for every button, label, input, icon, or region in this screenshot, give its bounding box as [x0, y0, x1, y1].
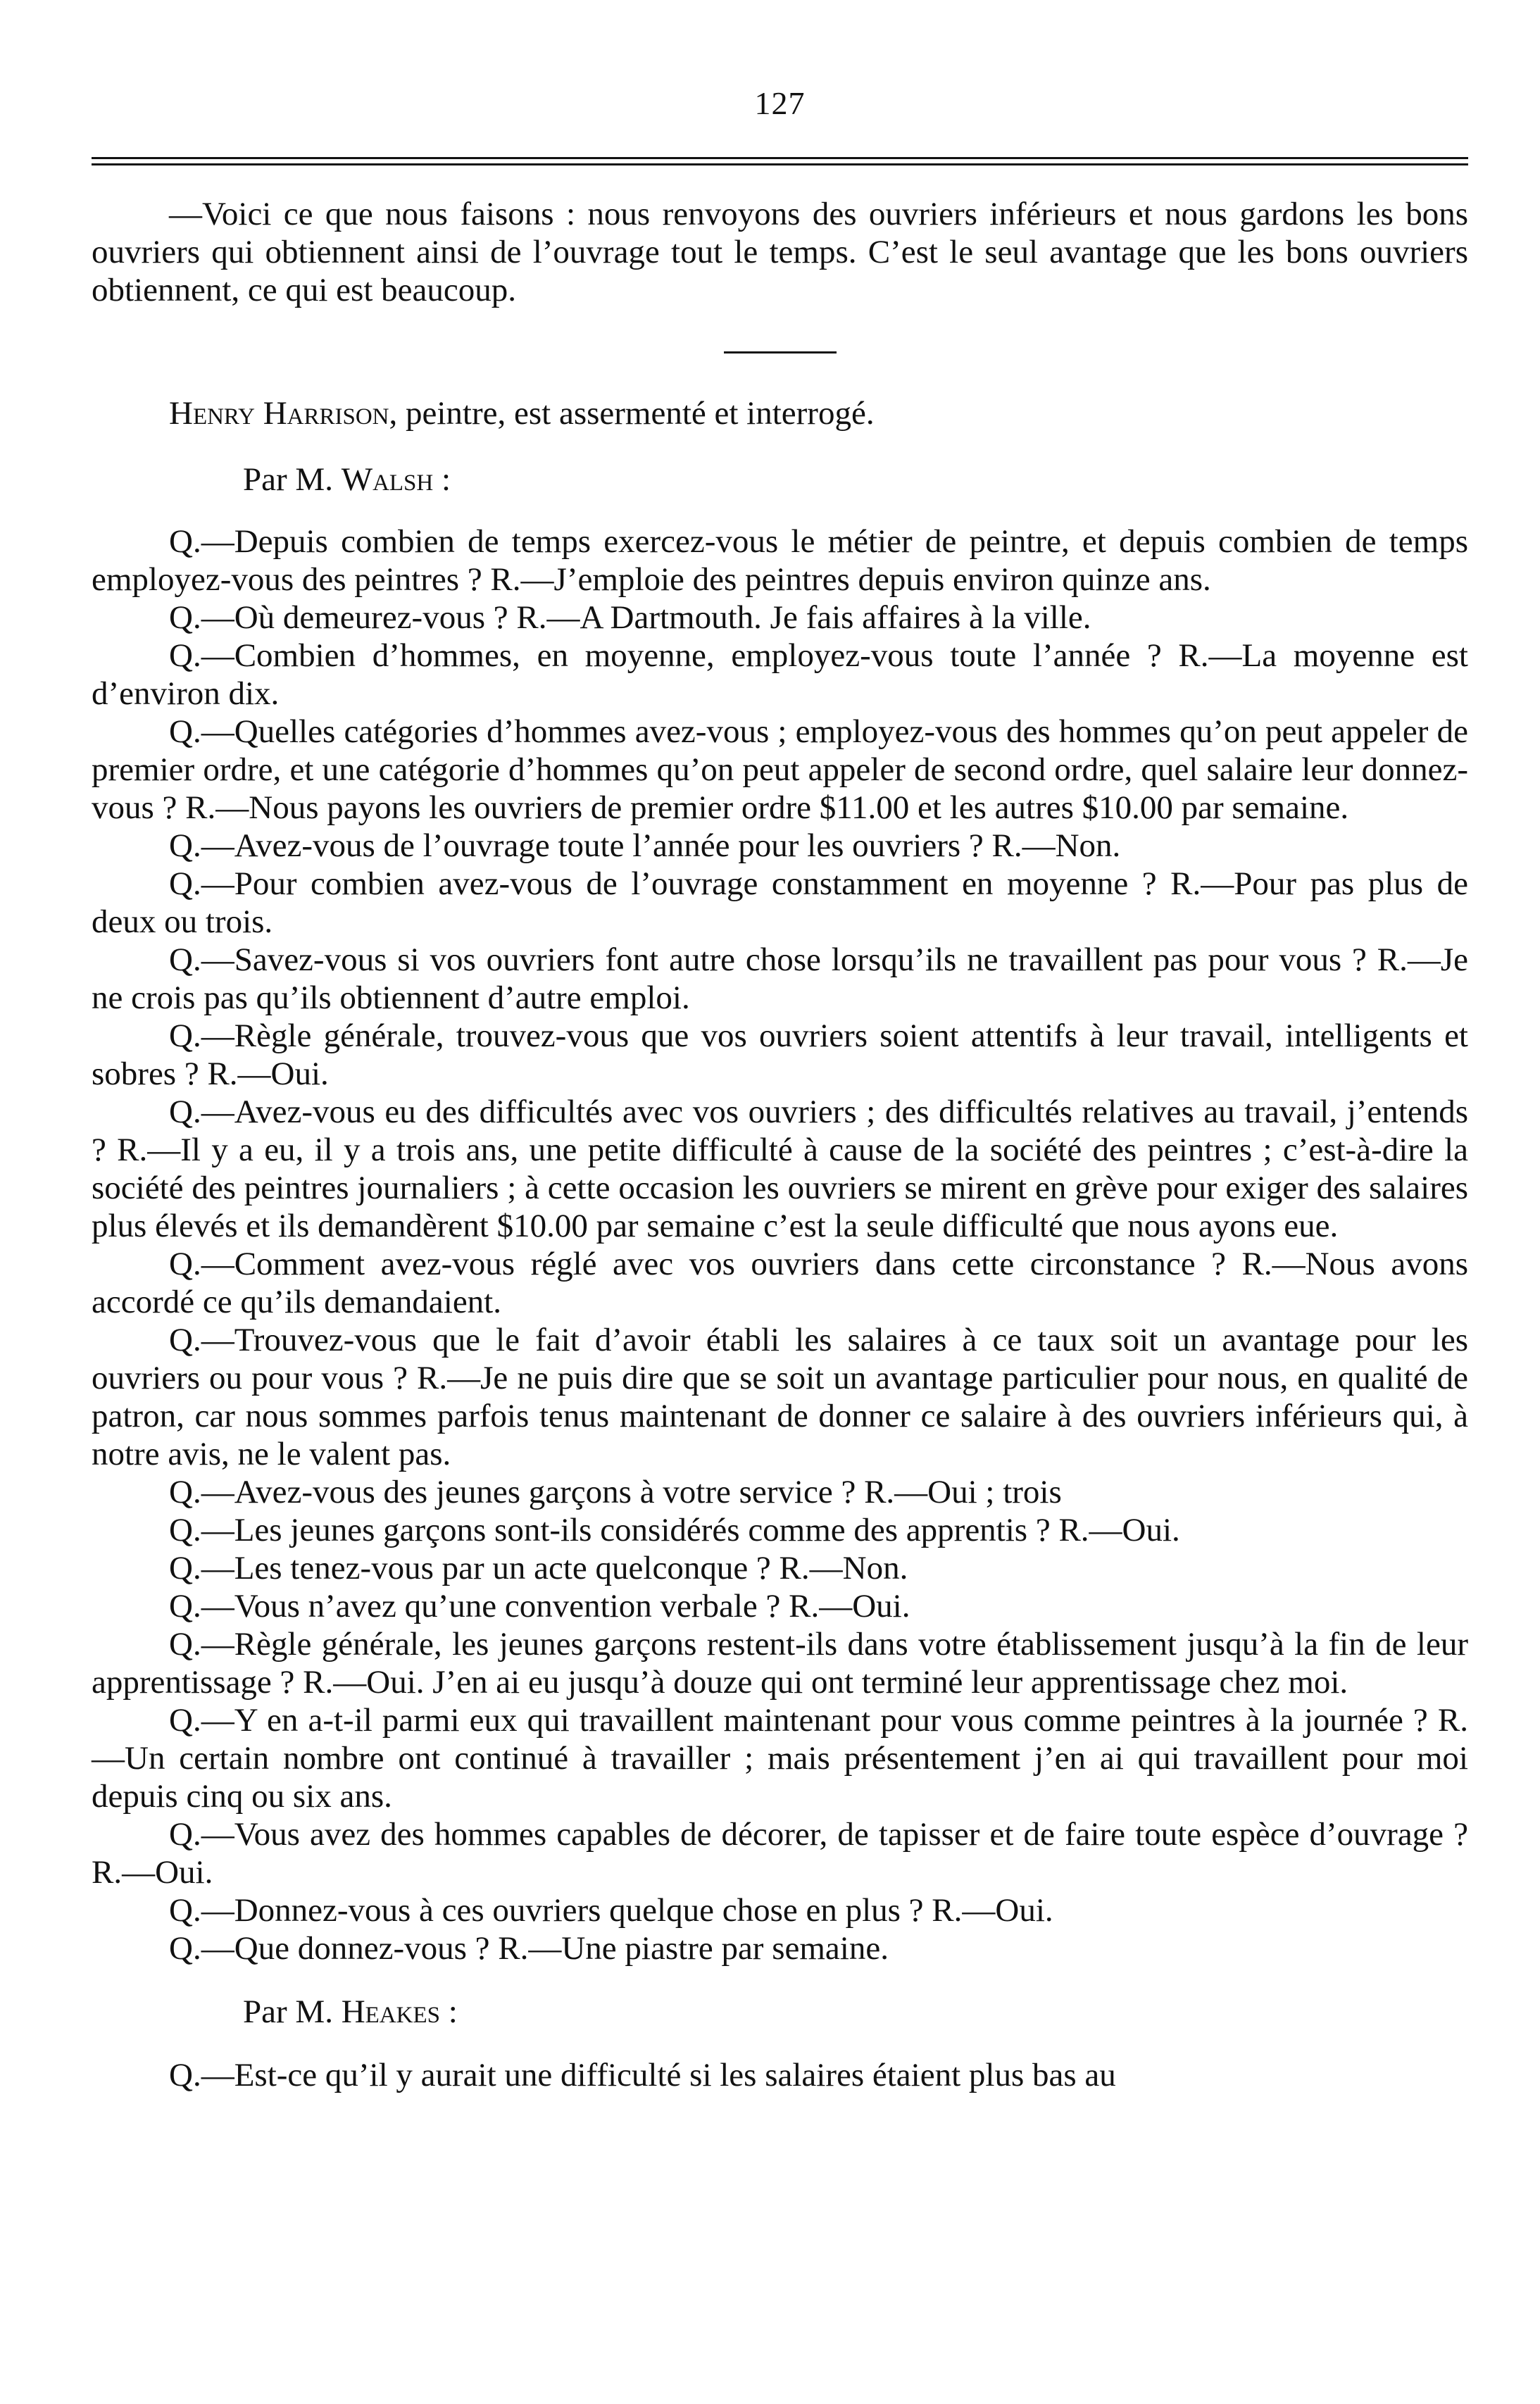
- exchange-paragraph: Q.—Quelles catégories d’hommes avez-vous ; employez-vous des hommes qu’on peut appeler de premier ordre, et une catégorie d’hommes qu’on peut appeler de second ordre, quel salaire leur donnez-vous ? R.—Nous payons les ouvriers de premier ordre $11.00 et les autres $10.00 par semaine.: [92, 713, 1468, 826]
- exchange-paragraph: Q.—Vous avez des hommes capables de décorer, de tapisser et de faire toute espèce d’ouvrage ? R.—Oui.: [92, 1816, 1468, 1891]
- exchange-paragraph: Q.—Pour combien avez-vous de l’ouvrage constamment en moyenne ? R.—Pour pas plus de deux ou trois.: [92, 865, 1468, 940]
- examiner-suffix: :: [439, 1993, 458, 2030]
- exchange-paragraph: Q.—Y en a-t-il parmi eux qui travaillent maintenant pour vous comme peintres à la journée ? R.—Un certain nombre ont continué à travailler ; mais présentement j’en ai qui travaillent pour moi depuis cinq ou six ans.: [92, 1702, 1468, 1815]
- document-page: [92, 84, 1468, 2094]
- opening-paragraph: —Voici ce que nous faisons : nous renvoyons des ouvriers inférieurs et nous gardons les bons ouvriers qui obtiennent ainsi de l’ouvrage tout le temps. C’est le seul avantage que les bons ouvriers obtiennent, ce qui est beaucoup.: [92, 196, 1468, 308]
- exchange-paragraph: Q.—Depuis combien de temps exercez-vous le métier de peintre, et depuis combien de temps employez-vous des peintres ? R.—J’emploie des peintres depuis environ quinze ans.: [92, 523, 1468, 598]
- examiner-label: Par M.: [243, 1993, 342, 2030]
- exchange-paragraph: Q.—Avez-vous des jeunes garçons à votre service ? R.—Oui ; trois: [169, 1474, 1062, 1510]
- exchange-paragraph: Q.—Comment avez-vous réglé avec vos ouvriers dans cette circonstance ? R.—Nous avons accordé ce qu’ils demandaient.: [92, 1246, 1468, 1320]
- exchange-paragraph: Q.—Règle générale, trouvez-vous que vos ouvriers soient attentifs à leur travail, intelligents et sobres ? R.—Oui.: [92, 1018, 1468, 1092]
- exchange-paragraph: Q.—Les jeunes garçons sont-ils considérés comme des apprentis ? R.—Oui.: [169, 1512, 1180, 1548]
- exchange-paragraph: Q.—Les tenez-vous par un acte quelconque ? R.—Non.: [169, 1550, 908, 1586]
- page-number: 127: [754, 85, 806, 121]
- exchange-paragraph: Q.—Règle générale, les jeunes garçons restent-ils dans votre établissement jusqu’à la fin de leur apprentissage ? R.—Oui. J’en ai eu jusqu’à douze qui ont terminé leur apprentissage chez moi.: [92, 1626, 1468, 1701]
- witness-description: , peintre, est assermenté et interrogé.: [389, 395, 875, 432]
- exchange-paragraph: Q.—Avez-vous de l’ouvrage toute l’année pour les ouvriers ? R.—Non.: [169, 827, 1121, 864]
- exchange-paragraph: Q.—Donnez-vous à ces ouvriers quelque chose en plus ? R.—Oui.: [169, 1892, 1053, 1929]
- section-divider: [724, 351, 837, 353]
- exchange-paragraph: Q.—Combien d’hommes, en moyenne, employez-vous toute l’année ? R.—La moyenne est d’environ dix.: [92, 637, 1468, 712]
- exchange-list: [92, 522, 1468, 1967]
- examiner-label: Par M.: [243, 461, 342, 498]
- exchange-list: [92, 2056, 1468, 2094]
- exchange-paragraph: Q.—Trouvez-vous que le fait d’avoir établi les salaires à ce taux soit un avantage pour les ouvriers ou pour vous ? R.—Je ne puis dire que se soit un avantage particulier pour nous, en qualité de patron, car nous sommes parfois tenus maintenant de donner ce salaire à des ouvriers inférieurs qui, à notre avis, ne le valent pas.: [92, 1322, 1468, 1472]
- exchange-paragraph: Q.—Avez-vous eu des difficultés avec vos ouvriers ; des difficultés relatives au travail, j’entends ? R.—Il y a eu, il y a trois ans, une petite difficulté à cause de la société des peintres ; c’est-à-dire la société des peintres journaliers ; à cette occasion les ouvriers se mirent en grève pour exiger des salaires plus élevés et ils demandèrent $10.00 par semaine c’est la seule difficulté que nous ayons eue.: [92, 1094, 1468, 1244]
- exchange-paragraph: Q.—Où demeurez-vous ? R.—A Dartmouth. Je fais affaires à la ville.: [169, 599, 1091, 636]
- examiner-suffix: :: [433, 461, 451, 498]
- exchange-paragraph: Q.—Savez-vous si vos ouvriers font autre chose lorsqu’ils ne travaillent pas pour vous ? R.—Je ne crois pas qu’ils obtiennent d’autre emploi.: [92, 941, 1468, 1016]
- exchange-paragraph: Q.—Vous n’avez qu’une convention verbale ? R.—Oui.: [169, 1588, 910, 1624]
- examiner-heading: [92, 461, 1468, 499]
- examiner-heading: [92, 1993, 1468, 2031]
- examiner-name: Heakes: [341, 1993, 440, 2030]
- exchange-paragraph: Q.—Est-ce qu’il y aurait une difficulté si les salaires étaient plus bas au: [169, 2057, 1116, 2093]
- header-double-rule: [92, 157, 1468, 165]
- examiner-name: Walsh: [341, 461, 434, 498]
- witness-name: Henry Harrison: [169, 395, 389, 432]
- witness-introduction: [92, 394, 1468, 432]
- exchange-paragraph: Q.—Que donnez-vous ? R.—Une piastre par semaine.: [169, 1930, 889, 1967]
